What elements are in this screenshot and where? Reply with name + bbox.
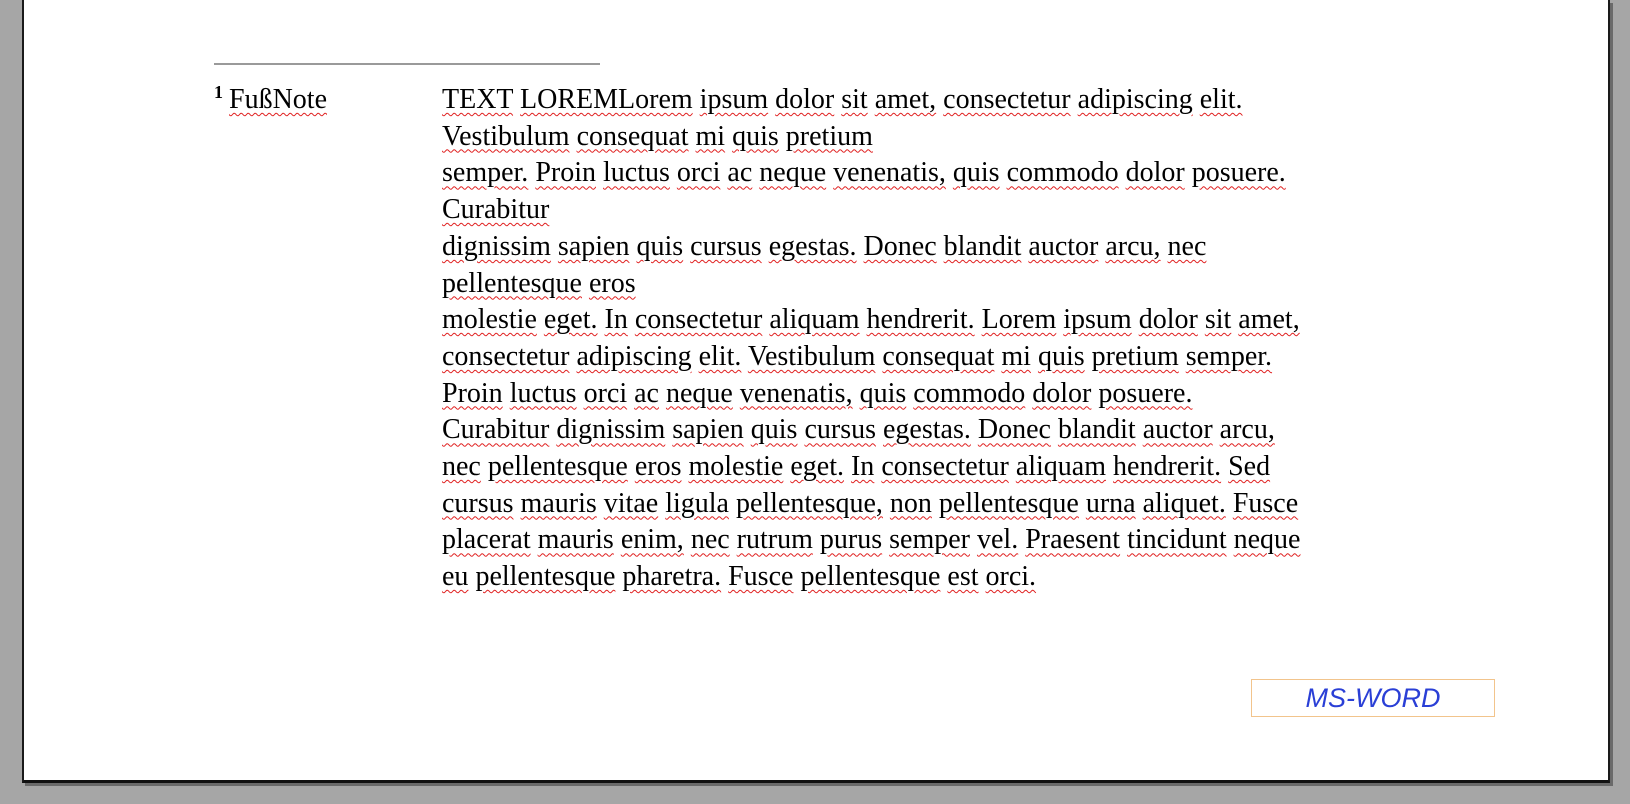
ms-word-label: MS-WORD [1251, 679, 1495, 717]
footnote-separator [214, 63, 600, 65]
footnote-line: semper. Proin luctus orci ac neque venenatis, quis commodo dolor posuere. [442, 157, 1286, 189]
footnote-line: eu pellentesque pharetra. Fusce pellentesque est orci. [442, 561, 1037, 593]
footnote-line: pellentesque eros [442, 267, 636, 299]
footnote-line: TEXT LOREMLorem ipsum dolor sit amet, consectetur adipiscing elit. [442, 84, 1243, 115]
footnote-line: consectetur adipiscing elit. Vestibulum consequat mi quis pretium semper. [442, 340, 1273, 372]
footnote-line: nec pellentesque eros molestie eget. In consectetur aliquam hendrerit. Sed [442, 451, 1271, 483]
footnote-line: molestie eget. In consectetur aliquam hendrerit. Lorem ipsum dolor sit amet, [442, 304, 1300, 336]
document-page[interactable] [22, 0, 1610, 783]
footnote-line: placerat mauris enim, nec rutrum purus semper vel. Praesent tincidunt neque [442, 524, 1301, 556]
footnote-line: dignissim sapien quis cursus egestas. Donec blandit auctor arcu, nec [442, 230, 1207, 262]
footnote-line: Curabitur [442, 194, 550, 226]
footnote-text[interactable] [442, 82, 1442, 596]
footnote-number: 1 [214, 82, 223, 102]
footnote-line: cursus mauris vitae ligula pellentesque, non pellentesque urna aliquet. Fusce [442, 487, 1299, 519]
footnote-line: Vestibulum consequat mi quis pretium [442, 120, 873, 152]
footnote-label: FußNote [229, 84, 327, 115]
footnote-reference [214, 82, 414, 121]
footnote-line: Curabitur dignissim sapien quis cursus egestas. Donec blandit auctor arcu, [442, 414, 1275, 446]
footnote-line: Proin luctus orci ac neque venenatis, quis commodo dolor posuere. [442, 377, 1193, 409]
